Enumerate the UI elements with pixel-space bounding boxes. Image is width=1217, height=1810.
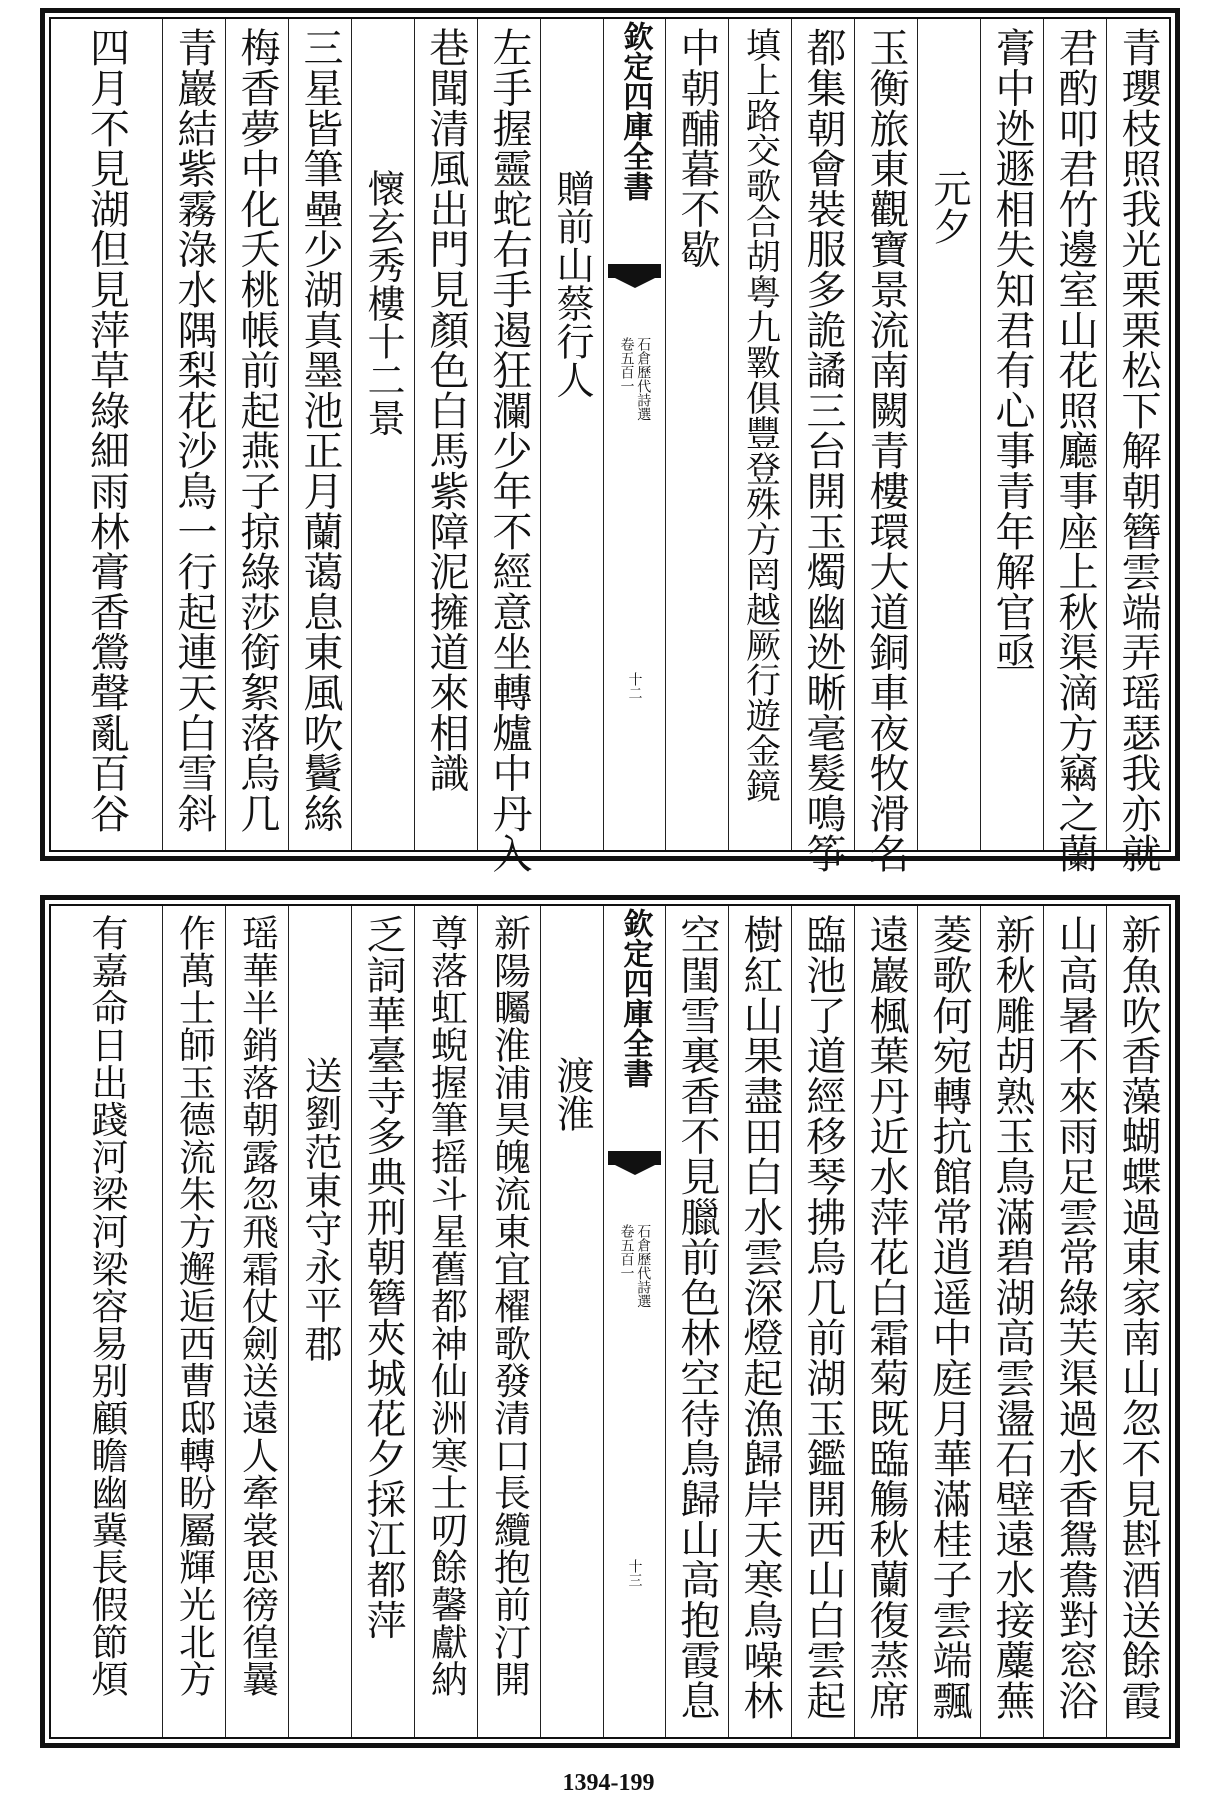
library-title: 欽定四庫全書 bbox=[617, 908, 653, 1088]
text-column bbox=[225, 19, 288, 850]
verse-line: 巷聞清風出門見顏色白馬紫障泥擁道來相識 bbox=[423, 27, 469, 793]
lower-page bbox=[40, 895, 1180, 1748]
fish-tail-mark bbox=[608, 1151, 661, 1177]
text-column bbox=[665, 19, 728, 850]
center-fold bbox=[603, 19, 665, 850]
fold-subtitle bbox=[619, 337, 650, 421]
text-column bbox=[351, 906, 414, 1737]
text-column bbox=[477, 19, 540, 874]
fold-subtitle bbox=[619, 1224, 650, 1308]
verse-line: 君酌叩君竹邊室山花照廳事座上秋渠滴方竊之蘭 bbox=[1052, 27, 1098, 874]
verse-line: 青瓔枝照我光栗栗松下解朝簪雲端弄瑶瑟我亦就 bbox=[1115, 27, 1161, 874]
verse-line: 三星皆筆壘少湖真墨池正月蘭蔼息東風吹鬢絲 bbox=[297, 27, 343, 833]
text-column bbox=[162, 906, 225, 1737]
text-column bbox=[665, 906, 728, 1737]
book-title: 石倉歷代詩選 bbox=[635, 337, 652, 421]
page-number: 十二 bbox=[626, 672, 643, 700]
verse-line: 空閨雪裏香不見臘前色林空待鳥歸山高抱霞息 bbox=[674, 914, 720, 1720]
text-column bbox=[980, 19, 1043, 850]
lower-columns bbox=[51, 906, 1169, 1737]
text-column bbox=[1106, 906, 1169, 1737]
text-column bbox=[540, 906, 603, 1737]
verse-line: 四月不見湖但見萍草綠細雨林膏香鶯聲亂百谷 bbox=[83, 27, 130, 833]
text-column bbox=[980, 906, 1043, 1737]
text-column bbox=[1106, 19, 1169, 874]
verse-line: 都集朝會裝服多詭譎三台開玉燭幽迯晰毫髮鳴筝 bbox=[800, 27, 846, 874]
verse-line: 菱歌何宛轉抗館常逍遥中庭月華滿桂子雲端飄 bbox=[926, 914, 972, 1720]
page-footer-number: 1394-199 bbox=[562, 1770, 655, 1796]
upper-page bbox=[40, 8, 1180, 874]
verse-line: 新陽矚淮浦昊魄流東宜櫂歌發清口長纜抱前汀開 bbox=[487, 914, 531, 1698]
text-column bbox=[791, 906, 854, 1737]
text-column bbox=[288, 19, 351, 850]
verse-line: 青巖結紫霧淥水隅梨花沙鳥一行起連天白雪斜 bbox=[171, 27, 217, 833]
text-column bbox=[854, 906, 917, 1737]
poem-title: 渡淮 bbox=[550, 1056, 594, 1133]
text-column bbox=[917, 19, 980, 850]
library-title: 欽定四庫全書 bbox=[617, 21, 653, 201]
volume-number: 卷五百一 bbox=[618, 337, 635, 393]
verse-line: 左手握靈蛇右手遏狂瀾少年不經意坐轉爐中丹入 bbox=[486, 27, 532, 874]
text-column bbox=[728, 906, 791, 1737]
text-column bbox=[288, 906, 351, 1737]
poem-title: 贈前山蔡行人 bbox=[550, 169, 594, 399]
volume-number: 卷五百一 bbox=[618, 1224, 635, 1280]
text-column bbox=[917, 906, 980, 1737]
text-column bbox=[414, 906, 477, 1737]
text-column bbox=[477, 906, 540, 1737]
verse-line: 玉衡旅東觀寶景流南闕青樓環大道銅車夜牧滑名 bbox=[863, 27, 909, 874]
text-column bbox=[1043, 906, 1106, 1737]
verse-line: 瑶華半銷落朝露忽飛霜仗劍送遠人牽裳思徬徨曩 bbox=[235, 914, 279, 1698]
text-column bbox=[162, 19, 225, 850]
verse-line: 尊落虹蜺握筆摇斗星舊都神仙洲寒士叨餘馨獻納 bbox=[424, 914, 468, 1698]
poem-title: 送劉范東守永平郡 bbox=[298, 1056, 342, 1363]
text-column bbox=[351, 19, 414, 850]
poem-title: 元夕 bbox=[927, 169, 971, 246]
verse-line: 新魚吹香藻蝴蝶過東家南山忽不見斟酒送餘霞 bbox=[1115, 914, 1161, 1720]
verse-line: 梅香夢中化夭桃帳前起燕子掠綠莎銜絮落烏几 bbox=[234, 27, 280, 833]
verse-line: 作萬士師玉德流朱方邂逅西曹邸轉盼屬輝光北方 bbox=[172, 914, 216, 1698]
text-column bbox=[51, 19, 162, 850]
book-title: 石倉歷代詩選 bbox=[635, 1224, 652, 1308]
verse-line: 中朝酺暮不歇 bbox=[674, 27, 720, 269]
text-column bbox=[728, 19, 791, 850]
text-column bbox=[1043, 19, 1106, 874]
verse-line: 乏詞華臺寺多典刑朝簪夾城花夕採江都萍 bbox=[360, 914, 406, 1640]
text-column bbox=[791, 19, 854, 874]
verse-line: 山高暑不來雨足雲常綠芙渠過水香鴛鴦對窓浴 bbox=[1052, 914, 1098, 1720]
verse-line: 有嘉命日出踐河梁河梁容易别顧瞻幽冀長假節煩 bbox=[85, 914, 128, 1698]
upper-columns bbox=[51, 19, 1169, 874]
center-fold bbox=[603, 906, 665, 1737]
verse-line: 樹紅山果盡田白水雲深燈起漁歸岸天寒鳥噪林 bbox=[737, 914, 783, 1720]
fish-tail-mark bbox=[608, 264, 661, 290]
verse-line: 臨池了道經移琴拂烏几前湖玉鑑開西山白雲起 bbox=[800, 914, 846, 1720]
verse-line: 遠巖楓葉丹近水萍花白霜菊既臨觴秋蘭復蒸席 bbox=[863, 914, 909, 1720]
text-column bbox=[51, 906, 162, 1737]
text-column bbox=[225, 906, 288, 1737]
text-column bbox=[854, 19, 917, 874]
verse-line: 膏中迯遯相失知君有心事青年解官亟 bbox=[989, 27, 1035, 672]
text-column bbox=[414, 19, 477, 850]
verse-line: 填上路交歌合胡粤九斁俱豐登殊方罔越厥行遊金鏡 bbox=[740, 27, 781, 804]
text-column bbox=[540, 19, 603, 850]
page-number: 十三 bbox=[626, 1559, 643, 1587]
verse-line: 新秋雕胡熟玉鳥滿碧湖高雲盪石壁遠水接蘪蕪 bbox=[989, 914, 1035, 1720]
poem-title: 懷玄秀樓十二景 bbox=[361, 169, 405, 438]
